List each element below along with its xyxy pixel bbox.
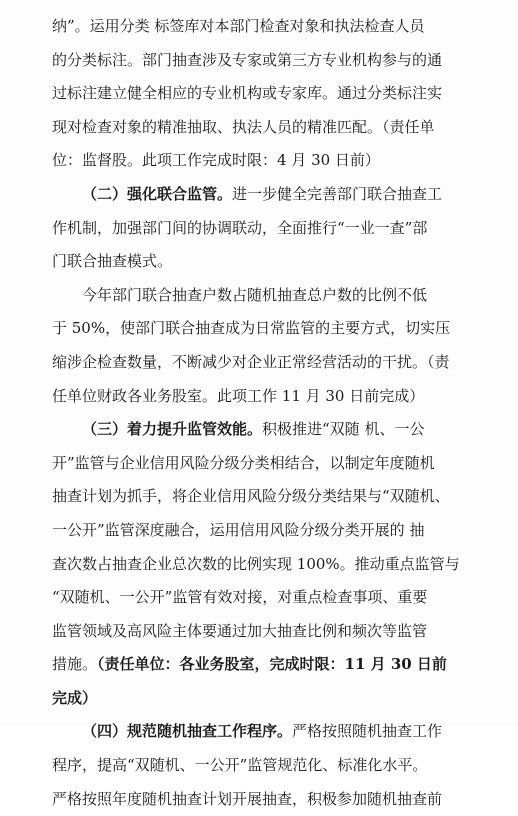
text-line <box>52 682 494 716</box>
body-text: 过标注建立健全相应的专业机构或专家库。通过分类标注实 <box>52 84 443 103</box>
text-line <box>52 783 494 816</box>
text-line <box>52 245 494 279</box>
body-text: 缩涉企检查数量，不断减少对企业正常经营活动的干扰。（责 <box>52 352 450 371</box>
body-text: 严格按照年度随机抽查计划开展抽查，积极参加随机抽查前 <box>52 789 443 808</box>
text-line <box>52 514 494 548</box>
text-line <box>52 413 494 447</box>
body-text: 进一步健全完善部门联合抽查工 <box>232 184 443 203</box>
text-line <box>52 648 494 682</box>
body-text: 开”监管与企业信用风险分级分类相结合，以制定年度随机 <box>52 453 435 472</box>
text-line <box>52 312 494 346</box>
text-line <box>52 480 494 514</box>
body-text: 作机制，加强部门间的协调联动，全面推行“一业一查”部 <box>52 218 428 237</box>
bold-heading-text: （三）着力提升监管效能。 <box>82 420 263 439</box>
text-line <box>52 10 494 44</box>
text-line <box>52 44 494 78</box>
text-line <box>52 178 494 212</box>
bold-heading-text: （责任单位：各业务股室，完成时限：11 月 30 日前 <box>97 655 447 674</box>
body-text: 一公开”监管深度融合，运用信用风险分级分类开展的 抽 <box>52 520 425 539</box>
body-text: 监管领域及高风险主体要通过加大抽查比例和频次等监管 <box>52 621 428 640</box>
text-line <box>52 447 494 481</box>
body-text: 于 50%，使部门联合抽查成为日常监管的主要方式，切实压 <box>52 319 451 338</box>
text-line <box>52 749 494 783</box>
bold-heading-text: （二）强化联合监管。 <box>82 184 233 203</box>
body-text: 的分类标注。部门抽查涉及专家或第三方专业机构参与的通 <box>52 50 443 69</box>
text-line <box>52 581 494 615</box>
text-line <box>52 380 494 414</box>
text-line <box>52 548 494 582</box>
bold-heading-text: 完成） <box>52 688 98 707</box>
text-line <box>52 212 494 246</box>
body-text: 程序，提高“双随机、一公开”监管规范化、标准化水平。 <box>52 756 428 775</box>
body-text: 抽查计划为抓手，将企业信用风险分级分类结果与“双随机、 <box>52 487 450 506</box>
body-text: 任单位财政各业务股室。此项工作 11 月 30 日前完成） <box>52 386 425 405</box>
body-text: 位：监督股。此项工作完成时限：4 月 30 日前） <box>52 151 380 170</box>
text-line <box>52 346 494 380</box>
body-text: “双随机、一公开”监管有效对接，对重点检查事项、重要 <box>52 588 428 607</box>
text-line <box>52 77 494 111</box>
body-text: 今年部门联合抽查户数占随机抽查总户数的比例不低 <box>82 285 428 304</box>
bold-heading-text: （四）规范随机抽查工作程序。 <box>82 722 293 741</box>
body-text: 措施。 <box>52 655 98 674</box>
body-text: 纳”。运用分类 标签库对本部门检查对象和执法检查人员 <box>52 17 425 35</box>
text-line <box>52 279 494 313</box>
body-text: 查次数占抽查企业总次数的比例实现 100%。推动重点监管与 <box>52 554 460 573</box>
document-body <box>52 10 494 816</box>
body-text: 严格按照随机抽查工作 <box>292 722 443 741</box>
text-line <box>52 111 494 145</box>
text-line <box>52 715 494 749</box>
body-text: 门联合抽查模式。 <box>52 252 173 271</box>
text-line <box>52 144 494 178</box>
body-text: 现对检查对象的精准抽取、执法人员的精准匹配。（责任单 <box>52 117 435 136</box>
body-text: 积极推进“双随 机、一公 <box>262 420 425 439</box>
text-line <box>52 615 494 649</box>
